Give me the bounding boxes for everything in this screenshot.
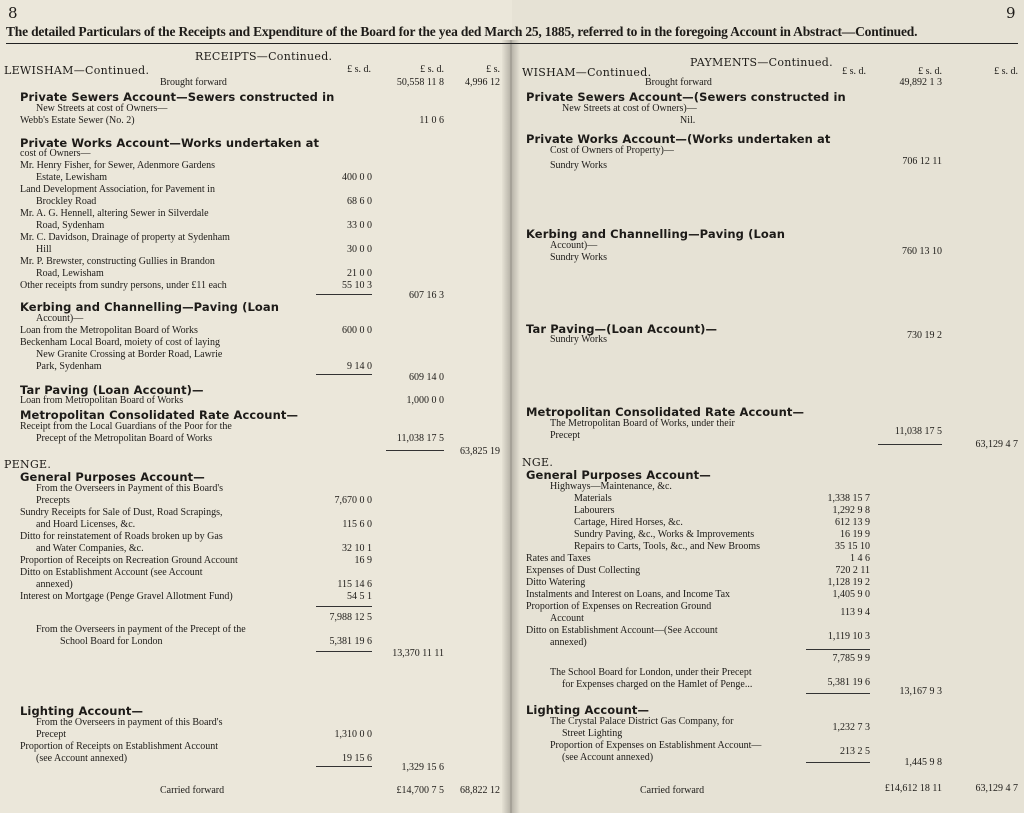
private-sewers-heading: Private Sewers Account—Sewers constructed in	[20, 90, 335, 104]
book-gutter	[502, 40, 520, 813]
row-label: annexed)	[36, 579, 73, 590]
col-header-2: £ s. d.	[918, 66, 942, 77]
subtotal-value: 607 16 3	[409, 290, 444, 301]
row-label: Highways—Maintenance, &c.	[550, 481, 672, 492]
row-label: annexed)	[550, 637, 587, 648]
row-label: Proportion of Receipts on Establishment Account	[20, 741, 219, 752]
row-label: Sundry Works	[550, 334, 608, 345]
total-rule	[386, 450, 444, 451]
row-label: Ditto for reinstatement of Roads broken up by Gas	[20, 531, 223, 542]
row-label: Labourers	[574, 505, 615, 516]
private-works-heading: Private Works Account—(Works undertaken at	[526, 132, 831, 146]
carried-forward-total: 68,822 12	[460, 785, 500, 796]
row-value: 54 5 1	[347, 591, 372, 602]
row-label: Account)—	[36, 313, 84, 324]
page-number-left: 8	[8, 4, 18, 22]
title-rule	[6, 43, 1018, 44]
col-header-1: £ s. d.	[842, 66, 866, 77]
row-label: Proportion of Receipts on Recreation Ground Account	[20, 555, 238, 566]
row-label: Mr. P. Brewster, constructing Gullies in Brandon	[20, 256, 215, 267]
payments-heading: PAYMENTS—Continued.	[690, 56, 833, 69]
subtotal-value: 7,988 12 5	[329, 612, 372, 623]
row-label: From the Overseers in Payment of this Board's	[36, 483, 224, 494]
brought-forward-total: 4,996 12	[465, 77, 500, 88]
row-label: Sundry Works	[550, 252, 608, 263]
lewisham-total: 63,129 4 7	[975, 439, 1018, 450]
subtotal-value: 13,370 11 11	[392, 648, 444, 659]
row-label: Proportion of Expenses on Establishment Account—	[550, 740, 762, 751]
col-header-2: £ s. d.	[420, 64, 444, 75]
row-label: Precepts	[36, 495, 70, 506]
row-label: Land Development Association, for Pavement in	[20, 184, 215, 195]
private-works-heading: Private Works Account—Works undertaken at	[20, 136, 320, 150]
row-value: 1,128 19 2	[827, 577, 870, 588]
brought-forward-label: Brought forward	[160, 77, 227, 88]
row-value: 1,405 9 0	[832, 589, 870, 600]
row-value: 35 15 10	[835, 541, 870, 552]
row-value: 720 2 11	[835, 565, 870, 576]
row-value: 612 13 9	[835, 517, 870, 528]
row-label: Precept	[36, 729, 66, 740]
subtotal-value: 1,445 9 8	[904, 757, 942, 768]
row-label: Expenses of Dust Collecting	[526, 565, 641, 576]
row-label: Precept of the Metropolitan Board of Works	[36, 433, 213, 444]
row-value: 115 6 0	[342, 519, 372, 530]
row-value: 115 14 6	[337, 579, 372, 590]
row-value: 706 12 11	[902, 156, 942, 167]
row-label: Ditto Watering	[526, 577, 586, 588]
row-label: (see Account annexed)	[36, 753, 128, 764]
row-label: Instalments and Interest on Loans, and Income Tax	[526, 589, 731, 600]
row-label: The Metropolitan Board of Works, under their	[550, 418, 735, 429]
row-value: 32 10 1	[342, 543, 372, 554]
row-value: 730 19 2	[907, 330, 942, 341]
row-label: Webb's Estate Sewer (No. 2)	[20, 115, 135, 126]
row-value: 30 0 0	[347, 244, 372, 255]
row-value: 9 14 0	[347, 361, 372, 372]
row-label: Sundry Paving, &c., Works & Improvements	[574, 529, 755, 540]
general-purposes-heading: General Purposes Account—	[20, 470, 205, 484]
carried-forward-total: 63,129 4 7	[975, 783, 1018, 794]
district-lewisham: LEWISHAM—Continued.	[4, 64, 150, 77]
col-header-3: £ s.	[486, 64, 500, 75]
row-value: 11,038 17 5	[396, 433, 444, 444]
row-label: Estate, Lewisham	[36, 172, 108, 183]
row-value: 16 19 9	[840, 529, 870, 540]
row-value: 760 13 10	[902, 246, 942, 257]
general-purposes-heading: General Purposes Account—	[526, 468, 711, 482]
col-header-3: £ s. d.	[994, 66, 1018, 77]
row-value: 113 9 4	[840, 607, 870, 618]
row-value: 33 0 0	[347, 220, 372, 231]
row-value: 1,000 0 0	[406, 395, 444, 406]
row-label: Hill	[36, 244, 52, 255]
page-title: The detailed Particulars of the Receipts and Expenditure of the Board for the yea ded March 25, 1885, referred to in the foregoing Account in Abstract—Continued.	[6, 24, 918, 39]
row-value: 1,119 10 3	[827, 631, 870, 642]
tar-paving-heading: Tar Paving (Loan Account)—	[20, 383, 204, 397]
row-label: Mr. A. G. Hennell, altering Sewer in Silverdale	[20, 208, 209, 219]
row-label: From the Overseers in payment of the Precept of the	[36, 624, 246, 635]
row-label: (see Account annexed)	[562, 752, 654, 763]
district-penge-payments: NGE.	[522, 456, 554, 469]
row-label: Ditto on Establishment Account—(See Account	[526, 625, 718, 636]
row-label: Precept	[550, 430, 580, 441]
row-label: Materials	[574, 493, 612, 504]
row-value: 19 15 6	[342, 753, 372, 764]
lewisham-total: 63,825 19	[460, 446, 500, 457]
brought-forward-value: 50,558 11 8	[396, 77, 444, 88]
carried-forward-label: Carried forward	[640, 785, 705, 796]
district-lewisham-payments: WISHAM—Continued.	[522, 66, 652, 79]
row-label: New Streets at cost of Owners—	[36, 103, 168, 114]
row-label: Park, Sydenham	[36, 361, 102, 372]
carried-forward-value: £14,700 7 5	[396, 785, 444, 796]
row-label: The School Board for London, under their Precept	[550, 667, 752, 678]
subtotal-value: 13,167 9 3	[899, 686, 942, 697]
row-label: for Expenses charged on the Hamlet of Penge...	[562, 679, 753, 690]
col-header-1: £ s. d.	[347, 64, 371, 75]
row-label: Street Lighting	[562, 728, 623, 739]
row-value: 1,292 9 8	[832, 505, 870, 516]
row-label: Rates and Taxes	[526, 553, 591, 564]
private-sewers-heading: Private Sewers Account—(Sewers constructed in	[526, 90, 846, 104]
row-value: 7,670 0 0	[334, 495, 372, 506]
row-label: Nil.	[680, 115, 696, 126]
row-value: 55 10 3	[342, 280, 372, 291]
row-label: Sundry Works	[550, 160, 608, 171]
subtotal-value: 7,785 9 9	[832, 653, 870, 664]
row-value: 11 0 6	[419, 115, 444, 126]
kerbing-heading: Kerbing and Channelling—Paving (Loan	[20, 300, 280, 314]
row-value: 600 0 0	[342, 325, 372, 336]
row-label: Other receipts from sundry persons, under £11 each	[20, 280, 227, 291]
metropolitan-heading: Metropolitan Consolidated Rate Account—	[20, 408, 299, 422]
carried-forward-value: £14,612 18 11	[884, 783, 942, 794]
row-label: Loan from Metropolitan Board of Works	[20, 395, 184, 406]
row-label: Repairs to Carts, Tools, &c., and New Brooms	[574, 541, 761, 552]
row-value: 1,338 15 7	[827, 493, 870, 504]
row-label: From the Overseers in payment of this Board's	[36, 717, 223, 728]
row-value: 213 2 5	[840, 746, 870, 757]
subtotal-rule	[316, 606, 372, 607]
row-value: 1,232 7 3	[832, 722, 870, 733]
district-penge: PENGE.	[4, 458, 52, 471]
row-label: Mr. C. Davidson, Drainage of property at Sydenham	[20, 232, 230, 243]
tar-paving-heading: Tar Paving—(Loan Account)—	[526, 322, 718, 336]
row-label: Account)—	[550, 240, 598, 251]
carried-forward-label: Carried forward	[160, 785, 225, 796]
kerbing-heading: Kerbing and Channelling—Paving (Loan	[526, 227, 786, 241]
lighting-heading: Lighting Account—	[526, 703, 650, 717]
row-label: Beckenham Local Board, moiety of cost of laying	[20, 337, 220, 348]
row-label: Mr. Henry Fisher, for Sewer, Adenmore Gardens	[20, 160, 215, 171]
row-label: Cartage, Hired Horses, &c.	[574, 517, 683, 528]
row-label: Brockley Road	[36, 196, 97, 207]
row-value: 16 9	[354, 555, 372, 566]
brought-forward-value: 49,892 1 3	[899, 77, 942, 88]
row-label: The Crystal Palace District Gas Company, for	[550, 716, 734, 727]
row-value: 1 4 6	[850, 553, 870, 564]
row-label: Receipt from the Local Guardians of the Poor for the	[20, 421, 232, 432]
row-value: 21 0 0	[347, 268, 372, 279]
subtotal-value: 1,329 15 6	[401, 762, 444, 773]
row-label: Loan from the Metropolitan Board of Works	[20, 325, 198, 336]
brought-forward-label: Brought forward	[645, 77, 712, 88]
lighting-heading: Lighting Account—	[20, 704, 144, 718]
row-label: New Granite Crossing at Border Road, Lawrie	[36, 349, 223, 360]
page-number-right: 9	[1006, 4, 1016, 22]
row-label: Account	[550, 613, 584, 624]
row-label: Cost of Owners of Property)—	[550, 145, 674, 156]
row-label: School Board for London	[60, 636, 163, 647]
row-value: 11,038 17 5	[894, 426, 942, 437]
row-label: Sundry Receipts for Sale of Dust, Road Scrapings,	[20, 507, 223, 518]
row-label: Ditto on Establishment Account (see Account	[20, 567, 203, 578]
row-label: Interest on Mortgage (Penge Gravel Allotment Fund)	[20, 591, 233, 602]
row-label: Road, Lewisham	[36, 268, 104, 279]
row-value: 400 0 0	[342, 172, 372, 183]
row-label: and Water Companies, &c.	[36, 543, 144, 554]
total-rule	[878, 444, 942, 445]
row-label: New Streets at cost of Owners)—	[562, 103, 697, 114]
receipts-heading: RECEIPTS—Continued.	[195, 50, 333, 63]
row-value: 68 6 0	[347, 196, 372, 207]
subtotal-value: 609 14 0	[409, 372, 444, 383]
row-label: Proportion of Expenses on Recreation Ground	[526, 601, 712, 612]
row-label: and Hoard Licenses, &c.	[36, 519, 136, 530]
row-value: 5,381 19 6	[827, 677, 870, 688]
metropolitan-heading: Metropolitan Consolidated Rate Account—	[526, 405, 805, 419]
row-value: 5,381 19 6	[329, 636, 372, 647]
row-label: Road, Sydenham	[36, 220, 105, 231]
subtotal-rule	[806, 649, 870, 650]
row-value: 1,310 0 0	[334, 729, 372, 740]
row-label: cost of Owners—	[20, 148, 91, 159]
